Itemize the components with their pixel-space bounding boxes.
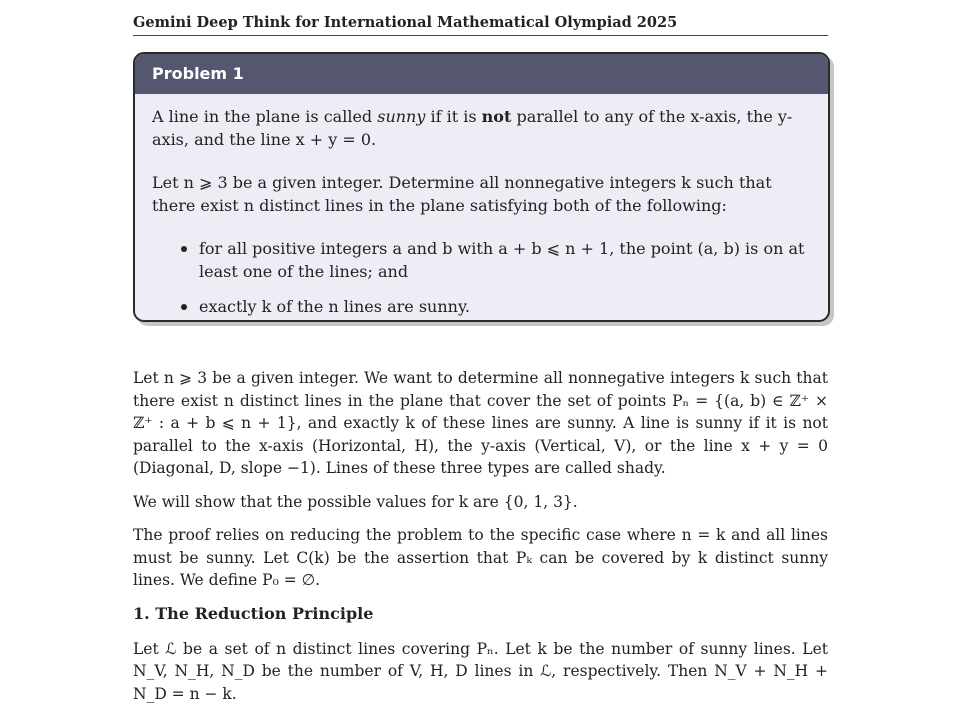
sunny-term: sunny — [377, 107, 426, 126]
problem-paragraph-2: Let n ⩾ 3 be a given integer. Determine all nonnegative integers k such that there exist n distinct lines in the plane satisfying both of the following: — [152, 173, 772, 215]
strategy-paragraph: The proof relies on reducing the problem to the specific case where n = k and all lines must be sunny. Let C(k) be the assertion that Pₖ can be covered by k distinct sunny lines. We define P₀ = ∅. — [133, 526, 828, 589]
not-emphasis: not — [481, 107, 512, 126]
reduction-paragraph: Let ℒ be a set of n distinct lines covering Pₙ. Let k be the number of sunny lines. Let N_V, N_H, N_D be the number of V, H, D lines in ℒ, respectively. Then N_V + N_H + N_D = n − k. — [133, 639, 828, 703]
problem-box — [133, 52, 830, 322]
condition-item: for all positive integers a and b with a + b ⩽ n + 1, the point (a, b) is on at least one of the lines; and — [199, 237, 814, 283]
problem-paragraph-1: A line in the plane is called sunny if it is not parallel to any of the x-axis, the y-axis, and the line x + y = 0. — [152, 107, 793, 149]
intro-paragraph: Let n ⩾ 3 be a given integer. We want to determine all nonnegative integers k such that there exist n distinct lines in the plane that cover the set of points Pₙ = {(a, b) ∈ ℤ⁺ × ℤ⁺ : a + b ⩽ n + 1}, and exactly k of these lines are sunny. A line is sunny if it is not parallel to the x-axis (Horizontal, H), the y-axis (Vertical, V), or the line x + y = 0 (Diagonal, D, slope −1). Lines of these three types are called shady. — [133, 369, 828, 477]
problem-title: Problem 1 — [135, 54, 828, 94]
condition-list — [152, 237, 814, 318]
solution-body — [133, 367, 828, 716]
condition-item: exactly k of the n lines are sunny. — [199, 295, 814, 318]
claim-paragraph: We will show that the possible values for k are {0, 1, 3}. — [133, 492, 578, 511]
section-heading: 1. The Reduction Principle — [133, 603, 374, 623]
problem-statement — [135, 94, 828, 318]
running-head: Gemini Deep Think for International Mathematical Olympiad 2025 — [133, 14, 828, 36]
